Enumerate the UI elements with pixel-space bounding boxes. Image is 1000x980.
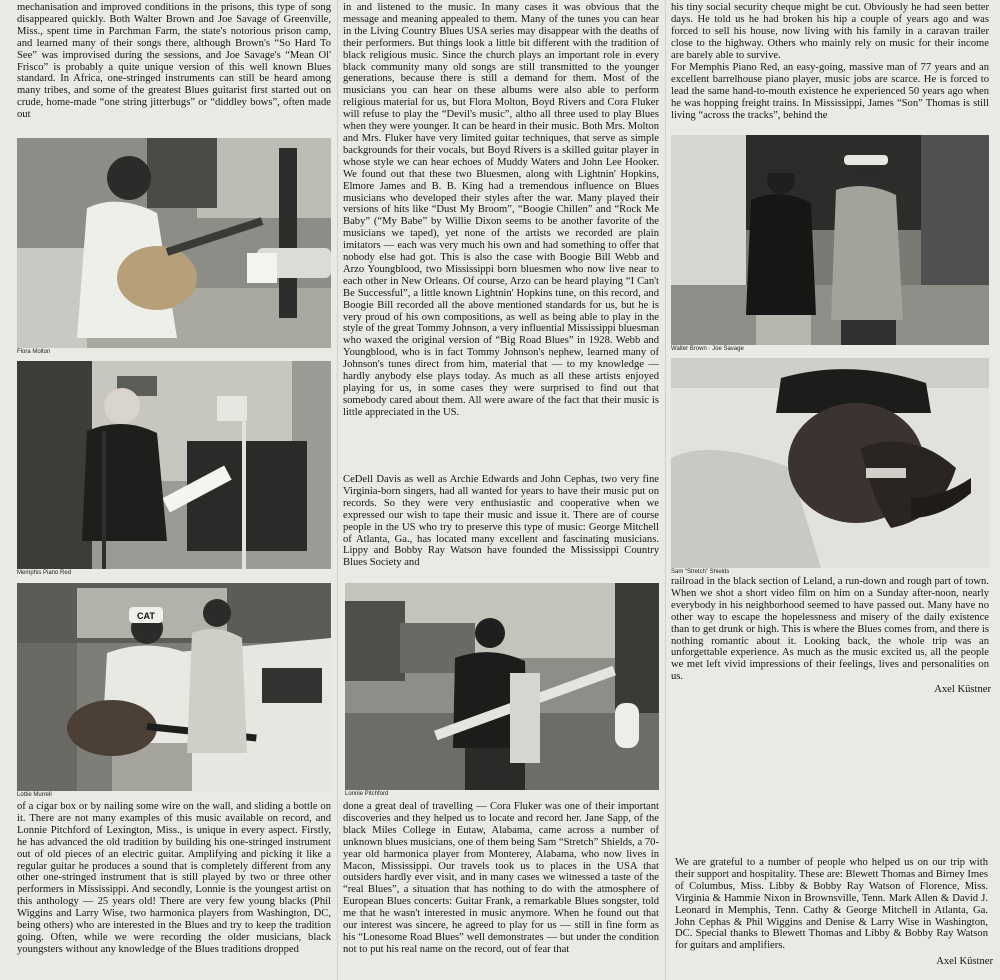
col3-text-top: [671, 2, 989, 60]
col2-text-top: [343, 2, 659, 467]
caption-lottie-murrell: Lottie Murrell: [17, 792, 52, 798]
paragraph: in and listened to the music. In many cases it was obvious that the message and meaning appealed to them. Many of the tunes you can hear in the Living Country Blues USA series may disappear with the deaths of their performers. But things look a little bit different with the tradition of black religious music. Since the church plays an important role in every black community many old songs are still transmitted to the younger generations, because there is still a demand for them. Most of the musicians you can hear on these albums were also able to perform religious material for us, but Flora Molton, Boyd Rivers and Cora Fluker will refuse to play the “Devil's music”, altho all three used to play Blues when they were younger. It can be heard in their music. Both Mrs. Molton and Mrs. Fluker have very limited guitar techniques, that serve as simple backgrounds for their vocals, but Boyd Rivers is a skilled guitar player in whose style we can hear echoes of Muddy Waters and John Lee Hooker. We found out that these two Bluesmen, along with Lightnin' Hopkins, Elmore James and B. B. King had a tremendous influence on Blues musicians who developed their styles after the war. Many played their versions of hits like “Dust My Broom”, “Boogie Chillen” and “Rock Me Baby” (“My Babe” by Willie Dixon seems to be another favorite of the musicians we taped), yet none of the artists we recorded are plain imitators — each was very much his own and had something to offer that nobody else had got. This is also the case with Boogie Bill Webb and Arzo Youngblood, two Mississippi born bluesmen who now live near to each other in New Orleans. Of course, Arzo can be heard playing “I Can't Be Successful”, a little known Lightnin' Hopkins tune, on this record, and Boogie Bill recorded all the above mentioned standards for us, but he is very proud of his own compositions, as well as being able to play in the style of the great Tommy Johnson, a very influential Mississippi bluesman who waxed the original version of “Big Road Blues” in 1928. Webb and Youngblood, who is in fact Tommy Johnson's nephew, learned many of Johnson's tunes direct from him, material that — to my knowledge — hardly anybody else plays today. As much as all these artists enjoyed playing for us, in some cases they were surprised to find out that somebody cared about them. All were aware of the fact that their music is little appreciated in the US.: [343, 2, 659, 418]
photo-memphis-piano-red: [17, 361, 331, 569]
col3-text-mid: [671, 576, 989, 684]
photo-lonnie-pitchford: [345, 583, 659, 790]
paragraph: done a great deal of travelling — Cora Fluker was one of their important discoveries and they helped us to locate and record her. Jane Sapp, of the black Miles College in Eutaw, Alabama, came across a number of unknown blues musicians, one of them being Sam “Stretch” Shields, a 70-year old harmonica player from Monterey, Alabama, who now lives in Macon, Mississippi. Our travels took us to places in the USA that outsiders hardly ever visit, and in many cases we witnessed a taste of the “real Blues”, a situation that has nothing to do with the atmosphere of European Blues concerts: Guitar Frank, a remarkable Blues songster, told me that he wasn't interested in music anymore. When he found out that our interest was sincere, he agreed to play for us — still in fine form as his “Lonesome Road Blues” well demonstrates — but under the condition not to put his real name on the record, out of fear that: [343, 801, 659, 955]
caption-sam-stretch-shields: Sam “Stretch” Shields: [671, 569, 730, 575]
signature: Axel Küstner: [934, 684, 991, 695]
paragraph: railroad in the black section of Leland, a run-down and rough part of town. When we shot a short video film on him on a Sunday after-noon, nearly everybody in his neighborhood seemed to have passed out. Many have no other way to escape the hopelessness and misery of the daily existence than to get drunk or high. This is where the Blues comes from, and there is nothing romantic about it. Looking back, the whole trip was an unforgettable experience. As much as the music excited us, all the people we met left vivid impressions of their feelings, lives and personalities on us.: [671, 576, 989, 683]
photo-walter-brown-joe-savage: [671, 135, 989, 345]
signature: Axel Küstner: [936, 956, 993, 967]
paragraph: For Memphis Piano Red, an easy-going, massive man of 77 years and an excellent barrelhouse piano player, music jobs are scarce. He is forced to lead the same hand-to-mouth existence he experienced 50 years ago when he was hopping freight trains. In Mississippi, James “Son” Thomas is still living “across the tracks”, behind the: [671, 62, 989, 121]
col1-text-top: [17, 2, 331, 132]
col2-text-mid: [343, 474, 659, 578]
paragraph: CeDell Davis as well as Archie Edwards and John Cephas, two very fine Virginia-born singers, had all wanted for years to have their music put on records. So they were very enthusiastic and cooperative when we expressed our wish to tape their music and issue it. There are of course people in the US who try to preserve this type of music: George Mitchell of Atlanta, Ga., has located many excellent and fascinating musicians. Lippy and Bobby Ray Watson have founded the Mississippi Country Blues Society and: [343, 474, 659, 569]
acknowledgements: [675, 857, 988, 967]
caption-flora-molton: Flora Molton: [17, 349, 51, 355]
photo-sam-stretch-shields: [671, 358, 989, 568]
cap-logo-text: CAT: [137, 611, 155, 621]
col3-text-top-2: [671, 62, 989, 132]
column-divider: [337, 0, 338, 980]
caption-lonnie-pitchford: Lonnie Pitchford: [345, 791, 389, 797]
caption-walter-brown-joe-savage: Walter Brown · Joe Savage: [671, 346, 744, 352]
paragraph: We are grateful to a number of people who helped us on our trip with their support and hospitality. These are: Blewett Thomas and Birney Imes of Columbus, Miss. Libby & Bobby Ray Watson of Florence, Miss. Virginia & Hammie Nixon in Brownsville, Tenn. Mark Allen & David J. Leonard in Memphis, Tenn. Cathy & George Mitchell in Atlanta, Ga. John Cephas & Phil Wiggins and Denise & Larry Wise in Washington, DC. Special thanks to Blewett Thomas and Libby & Bobby Ray Watson for guitars and amplifiers.: [675, 857, 988, 952]
photo-lottie-murrell: [17, 583, 331, 791]
paragraph: his tiny social security cheque might be cut. Obviously he had seen better days. He told us he had broken his hip a couple of years ago and was forced to sell his house, now living with his family in a caravan trailer close to the highway. Others who mainly rely on music for their income are barely able to survive.: [671, 2, 989, 60]
caption-memphis-piano-red: Memphis Piano Red: [17, 570, 72, 576]
column-divider: [665, 0, 666, 980]
photo-flora-molton: [17, 138, 331, 348]
col1-text-bottom: [17, 801, 331, 976]
paragraph: of a cigar box or by nailing some wire on the wall, and sliding a bottle on it. There are not many examples of this music available on record, and Lonnie Pitchford of Lexington, Miss., is unique in every aspect. Firstly, he has advanced the old tradition by building his one-stringed instrument out of old pieces of an electric guitar. Amplifying and picking it like a regular guitar he produces a sound that is completely different from any other one-stringed instrument that is still played by two or three other performers in Mississippi. And secondly, Lonnie is the youngest artist on this anthology — 25 years old! There are very few young blacks (Phil Wiggins and Larry Wise, two harmonica players from Washington, DC, being others) who are interested in the Blues and try to keep the tradition going. Often, while we were recording the older musicians, black youngsters without any knowledge of the Blues traditions dropped: [17, 801, 331, 955]
paragraph: mechanisation and improved conditions in the prisons, this type of song disappeared quickly. Both Walter Brown and Joe Savage of Greenville, Miss., spent time in Parchman Farm, the state's notorious prison camp, and learned many of their songs there, although Brown's “So Hard To See” was improvised during the sessions, and Joe Savage's “Mean Ol' Frisco” is probably a quite unique version of this well known Blues standard. In Africa, one-stringed instruments can still be heard among many tribes, and some of the greatest Blues guitarist first started out on crude, home-made “one string jitterbugs” or “diddley bows”, often made out: [17, 2, 331, 121]
col2-text-bottom: [343, 801, 659, 976]
